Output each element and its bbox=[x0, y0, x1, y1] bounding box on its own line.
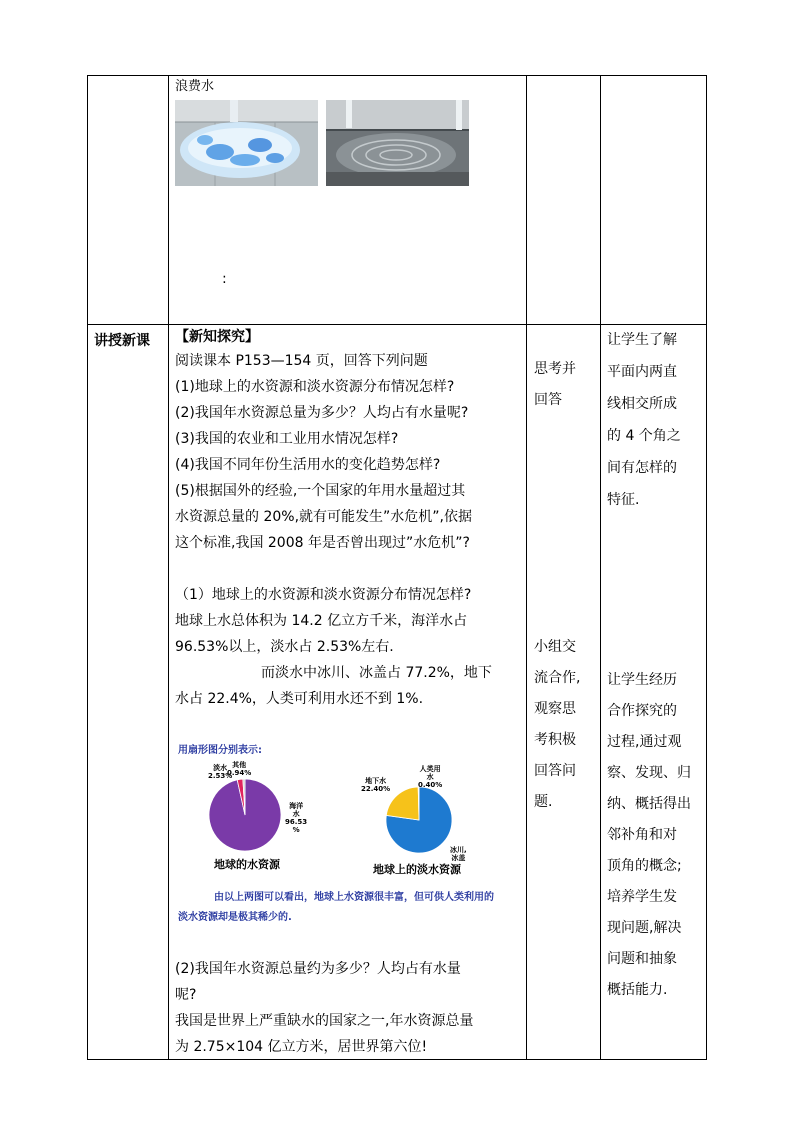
chart-note-line-1: 由以上两图可以看出，地球上水资源很丰富，但可供人类利用的 bbox=[214, 892, 494, 903]
chart-note-line-2: 淡水资源却是极其稀少的. bbox=[178, 912, 292, 923]
question-5-line-1: (5)根据国外的经验,一个国家的年用水量超过其 bbox=[175, 483, 466, 499]
question-5-line-2: 水资源总量的 20%,就有可能发生”水危机”,依据 bbox=[175, 509, 472, 525]
answer-2-line-2: 为 2.75×104 亿立方米，居世界第六位! bbox=[175, 1039, 428, 1055]
answer-1-question: （1）地球上的水资源和淡水资源分布情况怎样? bbox=[175, 587, 472, 603]
question-1: (1)地球上的水资源和淡水资源分布情况怎样? bbox=[175, 379, 455, 395]
chart-caption: 用扇形图分别表示: bbox=[178, 745, 262, 756]
question-5-line-3: 这个标准,我国 2008 年是否曾出现过”水危机”? bbox=[175, 535, 470, 551]
answer-1-line-2: 96.53%以上，淡水占 2.53%左右. bbox=[175, 639, 394, 655]
pie1-title: 地球的水资源 bbox=[214, 858, 280, 871]
answer-2-question-line-1: (2)我国年水资源总量约为多少？人均占有水量 bbox=[175, 961, 461, 977]
answer-1-line-3: 而淡水中冰川、冰盖占 77.2%，地下 bbox=[261, 665, 492, 681]
pie2-human-use-label: 人类用 水 0.40% bbox=[418, 765, 443, 789]
stray-colon: : bbox=[222, 271, 227, 287]
world-water-pie bbox=[205, 775, 285, 855]
pie1-other-label: 其他 0.94% bbox=[227, 761, 252, 777]
question-4: (4)我国不同年份生活用水的变化趋势怎样? bbox=[175, 457, 441, 473]
section-heading: 【新知探究】 bbox=[175, 329, 259, 345]
pie-slice-1 bbox=[386, 787, 419, 820]
pie1-freshwater-label: 淡水 2.53% bbox=[208, 764, 233, 780]
lesson-table bbox=[87, 75, 707, 1060]
answer-2-line-1: 我国是世界上严重缺水的国家之一,年水资源总量 bbox=[175, 1013, 474, 1029]
pie2-groundwater-label: 地下水 22.40% bbox=[361, 777, 391, 793]
section-label: 讲授新课 bbox=[94, 333, 150, 349]
reading-instruction: 阅读课本 P153—154 页，回答下列问题 bbox=[175, 353, 428, 369]
freshwater-pie bbox=[383, 784, 455, 856]
answer-2-question-line-2: 呢? bbox=[175, 987, 197, 1003]
pie2-glacier-label: 冰川, 冰盖 bbox=[450, 846, 467, 862]
answer-1-line-4: 水占 22.4%，人类可利用水还不到 1%. bbox=[175, 691, 424, 707]
student-activity-a: 思考并 回答 bbox=[534, 361, 576, 408]
design-intent-a: 让学生了解 平面内两直 线相交所成 的 4 个角之 间有怎样的 特征. bbox=[607, 332, 681, 508]
question-2: (2)我国年水资源总量为多少？人均占有水量呢? bbox=[175, 405, 469, 421]
student-activity-b: 小组交 流合作, 观察思 考积极 回答问 题. bbox=[534, 639, 581, 810]
basin-overflow-photo bbox=[175, 100, 318, 186]
column-divider bbox=[168, 76, 169, 1059]
column-divider bbox=[526, 76, 527, 1059]
design-intent-b: 让学生经历 合作探究的 过程,通过观 察、发现、归 纳、概括得出 邻补角和对 顶角的概念; 培养学生发 现问题,解决 问题和抽象 概括能力. bbox=[607, 672, 691, 998]
flooded-sink-photo bbox=[326, 100, 469, 186]
question-3: (3)我国的农业和工业用水情况怎样? bbox=[175, 431, 399, 447]
column-divider bbox=[600, 76, 601, 1059]
waste-water-caption: 浪费水 bbox=[175, 79, 215, 94]
pie1-ocean-label: 海洋 水 96.53 % bbox=[285, 802, 308, 834]
pie2-title: 地球上的淡水资源 bbox=[373, 863, 461, 876]
answer-1-line-1: 地球上水总体积为 14.2 亿立方千米，海洋水占 bbox=[175, 613, 468, 629]
